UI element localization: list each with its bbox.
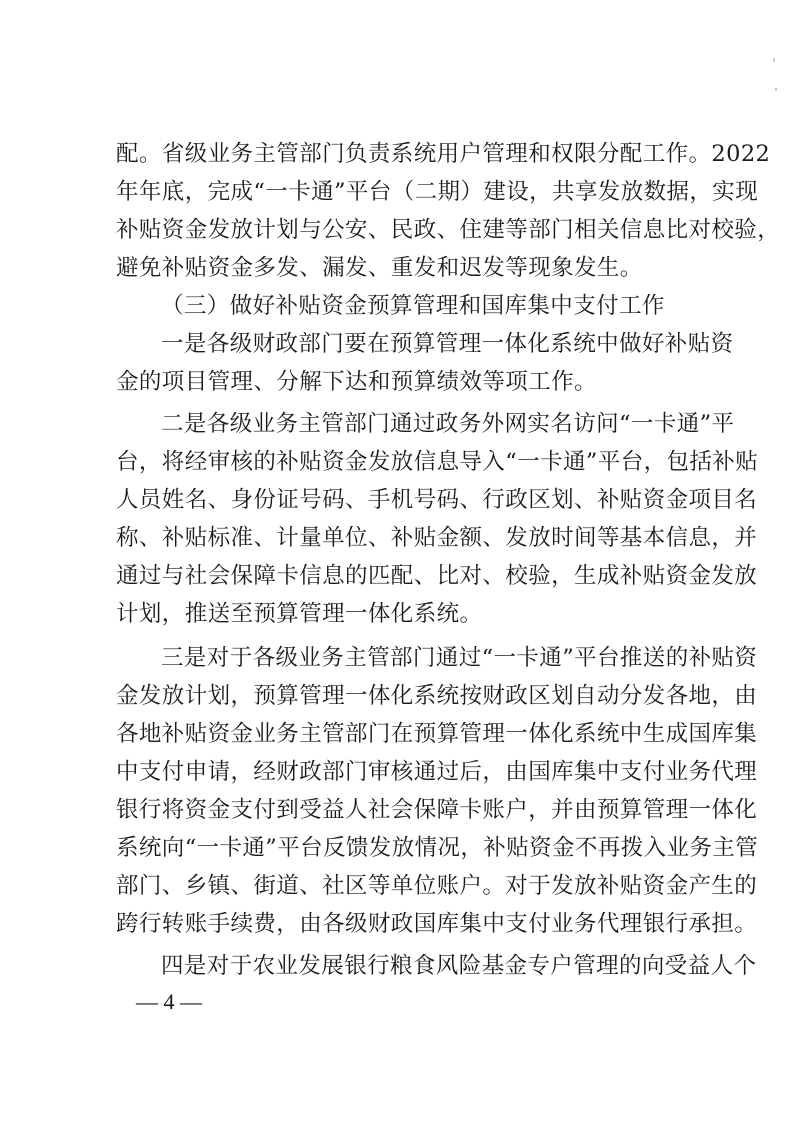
paragraph-4-line-4: 中支付申请，经财政部门审核通过后，由国库集中支付业务代理	[116, 759, 758, 785]
paragraph-3-line-3: 人员姓名、身份证号码、手机号码、行政区划、补贴资金项目名	[116, 487, 758, 513]
scan-speck	[773, 58, 775, 62]
paragraph-3-line-4: 称、补贴标准、计量单位、补贴金额、发放时间等基本信息，并	[116, 525, 758, 551]
page-number: — 4 —	[136, 989, 202, 1014]
paragraph-4-line-6: 系统向“一卡通”平台反馈发放情况，补贴资金不再拨入业务主管	[116, 835, 759, 861]
paragraph-4-line-2: 金发放计划，预算管理一体化系统按财政区划自动分发各地，由	[116, 683, 758, 709]
paragraph-1-line-2: 年年底，完成“一卡通”平台（二期）建设，共享发放数据，实现	[116, 179, 759, 205]
paragraph-1-line-1: 配。省级业务主管部门负责系统用户管理和权限分配工作。2022	[116, 141, 771, 167]
paragraph-4-line-8: 跨行转账手续费，由各级财政国库集中支付业务代理银行承担。	[116, 911, 758, 937]
paragraph-4-line-1: 三是对于各级业务主管部门通过“一卡通”平台推送的补贴资	[161, 645, 758, 671]
paragraph-3-line-6: 计划，推送至预算管理一体化系统。	[116, 601, 483, 627]
paragraph-2-line-2: 金的项目管理、分解下达和预算绩效等项工作。	[116, 369, 597, 395]
paragraph-4-line-3: 各地补贴资金业务主管部门在预算管理一体化系统中生成国库集	[116, 721, 758, 747]
paragraph-3-line-1: 二是各级业务主管部门通过政务外网实名访问“一卡通”平	[161, 411, 735, 437]
paragraph-3-line-2: 台，将经审核的补贴资金发放信息导入“一卡通”平台，包括补贴	[116, 449, 759, 475]
paragraph-1-line-4: 避免补贴资金多发、漏发、重发和迟发等现象发生。	[116, 255, 643, 281]
paragraph-4-line-7: 部门、乡镇、街道、社区等单位账户。对于发放补贴资金产生的	[116, 873, 758, 899]
paragraph-1-line-3: 补贴资金发放计划与公安、民政、住建等部门相关信息比对校验，	[116, 217, 781, 243]
paragraph-4-line-5: 银行将资金支付到受益人社会保障卡账户，并由预算管理一体化	[116, 797, 758, 823]
paragraph-2-line-1: 一是各级财政部门要在预算管理一体化系统中做好补贴资	[161, 331, 734, 357]
paragraph-5-line-1: 四是对于农业发展银行粮食风险基金专户管理的向受益人个	[161, 953, 757, 979]
scan-speck	[775, 88, 777, 91]
section-heading: （三）做好补贴资金预算管理和国库集中支付工作	[161, 293, 665, 319]
paragraph-3-line-5: 通过与社会保障卡信息的匹配、比对、校验，生成补贴资金发放	[116, 563, 758, 589]
